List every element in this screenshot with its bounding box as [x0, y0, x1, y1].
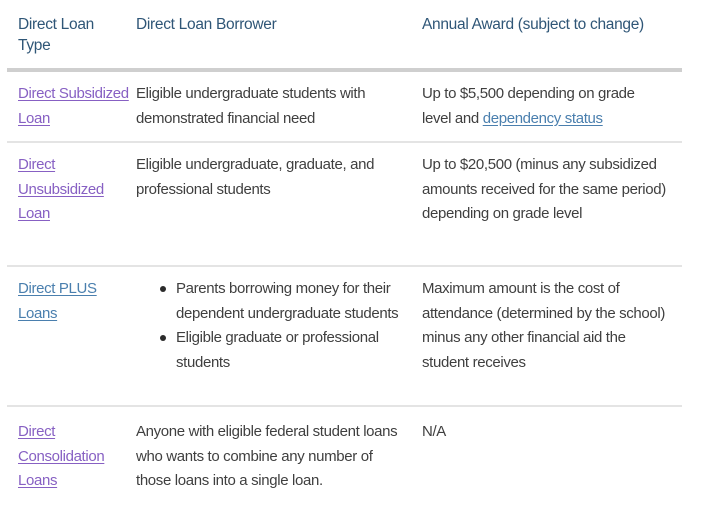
bullet-icon	[160, 286, 166, 292]
award-cell	[422, 82, 682, 141]
table-row	[7, 267, 682, 407]
dependency-status-link[interactable]: dependency status	[482, 109, 603, 127]
award-cell: Maximum amount is the cost of attendance (determined by the school) minus any other financial aid the student receives	[422, 280, 666, 371]
loan-type-cell	[7, 82, 136, 141]
award-cell: Up to $20,500 (minus any subsidized amounts received for the same period) depending on grade level	[422, 156, 666, 222]
bullet-item: Parents borrowing money for their dependent undergraduate students	[176, 277, 422, 326]
borrower-cell: Eligible undergraduate students with demonstrated financial need	[136, 85, 366, 127]
table-row	[7, 407, 682, 506]
table-header-row	[7, 0, 682, 72]
award-text: Up to $5,500 depending on grade level and	[422, 85, 635, 127]
borrower-cell: Anyone with eligible federal student loans who wants to combine any number of those loans into a single loan.	[136, 423, 398, 489]
borrower-bullet-list	[136, 277, 422, 375]
loan-type-cell	[7, 153, 136, 265]
award-cell: N/A	[422, 423, 446, 440]
table-row	[7, 143, 682, 267]
direct-consolidation-loans-link[interactable]: Direct Consolidation Loans	[18, 423, 105, 489]
header-borrower: Direct Loan Borrower	[136, 16, 277, 33]
direct-subsidized-loan-link[interactable]: Direct Subsidized Loan	[18, 85, 129, 127]
bullet-icon	[160, 335, 166, 341]
header-annual-award: Annual Award (subject to change)	[422, 16, 644, 33]
borrower-cell: Eligible undergraduate, graduate, and professional students	[136, 156, 375, 198]
table-row	[7, 72, 682, 143]
direct-unsubsidized-loan-link[interactable]: Direct Unsubsidized Loan	[18, 156, 104, 222]
loan-types-table	[7, 0, 682, 506]
bullet-item: Eligible graduate or professional students	[176, 326, 422, 375]
loan-type-cell	[7, 277, 136, 405]
header-loan-type: Direct Loan Type	[18, 16, 94, 54]
direct-plus-loans-link[interactable]: Direct PLUS Loans	[18, 280, 97, 322]
borrower-cell	[136, 277, 422, 405]
loan-type-cell	[7, 420, 136, 506]
